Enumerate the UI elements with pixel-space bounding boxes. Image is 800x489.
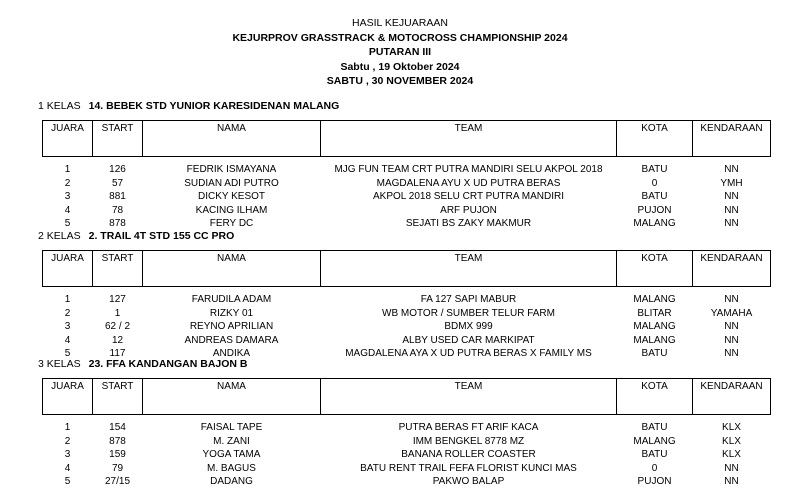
cell-team: MAGDALENA AYU X UD PUTRA BERAS [376,177,561,189]
cell-team: AKPOL 2018 SELU CRT PUTRA MANDIRI [373,191,564,203]
cell-start: 57 [111,177,124,189]
cell-team: ALBY USED CAR MARKIPAT [402,334,535,346]
results-table [42,120,771,231]
table-row [43,320,771,334]
table-row [43,177,771,191]
cell-juara: 5 [64,476,71,488]
cell-juara: 3 [64,449,71,461]
cell-kota: MALANG [633,294,676,306]
cell-juara: 4 [64,334,71,346]
cell-kendaraan: NN [724,462,739,474]
class-name: 23. FFA KANDANGAN BAJON B [88,358,248,370]
championship-title: KEJURPROV GRASSTRACK & MOTOCROSS CHAMPIONSHIP 2024 [232,31,568,44]
cell-kendaraan: KLX [722,449,741,461]
cell-kendaraan: KLX [722,422,741,434]
table-header-row [43,251,771,287]
cell-start: 154 [109,422,126,434]
cell-juara: 3 [64,321,71,333]
cell-nama: M. ZANI [213,435,250,447]
cell-juara: 1 [64,422,71,434]
cell-juara: 1 [64,294,71,306]
cell-team: PAKWO BALAP [432,476,505,488]
cell-kota: BATU [641,348,668,360]
col-nama: NAMA [143,379,321,415]
cell-nama: M. BAGUS [207,462,256,474]
cell-nama: RIZKY 01 [209,307,254,319]
col-start: START [93,251,143,287]
cell-kendaraan: NN [724,348,739,360]
col-kota: KOTA [617,121,693,157]
col-team: TEAM [321,251,617,287]
cell-team: BDMX 999 [444,321,493,333]
cell-nama: DADANG [210,476,253,488]
cell-kota: BATU [641,191,668,203]
cell-kota: MALANG [633,334,676,346]
date-line-1: Sabtu , 19 Oktober 2024 [340,60,460,73]
cell-team: FA 127 SAPI MABUR [420,294,517,306]
cell-nama: FAISAL TAPE [200,422,263,434]
cell-start: 12 [111,334,124,346]
class-name: 2. TRAIL 4T STD 155 CC PRO [88,230,235,242]
cell-kota: 0 [651,177,658,189]
cell-start: 878 [109,218,126,230]
class-prefix: 3 KELAS [38,358,81,370]
cell-juara: 4 [64,462,71,474]
table-row [43,204,771,218]
col-nama: NAMA [143,121,321,157]
col-juara: JUARA [43,379,93,415]
class-name: 14. BEBEK STD YUNIOR KARESIDENAN MALANG [88,100,340,112]
cell-nama: KACING ILHAM [195,204,268,216]
cell-team: BATU RENT TRAIL FEFA FLORIST KUNCI MAS [360,462,577,474]
col-kendaraan: KENDARAAN [693,251,771,287]
cell-kendaraan: NN [724,321,739,333]
cell-kendaraan: NN [724,204,739,216]
class-title [38,230,234,242]
table-row [43,190,771,204]
cell-team: MAGDALENA AYA X UD PUTRA BERAS X FAMILY MS [345,348,592,360]
cell-team: SEJATI BS ZAKY MAKMUR [405,218,532,230]
cell-juara: 5 [64,218,71,230]
col-team: TEAM [321,379,617,415]
cell-start: 117 [109,348,126,360]
table-row [43,421,771,435]
cell-start: 881 [109,191,126,203]
cell-kota: PUJON [637,204,672,216]
cell-kota: MALANG [633,321,676,333]
header-line-1: HASIL KEJUARAAN [352,17,448,29]
cell-start: 126 [109,164,126,176]
cell-nama: SUDIAN ADI PUTRO [184,177,279,189]
results-table [42,378,771,489]
cell-kota: BATU [641,449,668,461]
table-header-row [43,121,771,157]
cell-nama: YOGA TAMA [202,449,261,461]
table-row [43,163,771,177]
cell-kota: 0 [651,462,658,474]
cell-kota: PUJON [637,476,672,488]
table-row [43,462,771,476]
cell-team: MJG FUN TEAM CRT PUTRA MANDIRI SELU AKPOL 2018 [334,164,603,176]
cell-kendaraan: NN [724,476,739,488]
cell-team: BANANA ROLLER COASTER [401,449,536,461]
cell-nama: FERY DC [209,218,254,230]
table-row [43,475,771,489]
cell-kendaraan: NN [724,218,739,230]
table-row [43,435,771,449]
cell-start: 127 [109,294,126,306]
cell-kendaraan: YMH [720,177,743,189]
col-kendaraan: KENDARAAN [693,379,771,415]
cell-start: 1 [114,307,121,319]
table-header-row [43,379,771,415]
cell-start: 27/15 [104,476,131,488]
cell-nama: DICKY KESOT [197,191,266,203]
table-row [43,293,771,307]
col-kota: KOTA [617,379,693,415]
document-header [0,16,800,89]
cell-start: 159 [109,449,126,461]
cell-team: ARF PUJON [440,204,497,216]
cell-start: 78 [111,204,124,216]
cell-start: 878 [109,435,126,447]
cell-nama: ANDIKA [212,348,251,360]
class-prefix: 2 KELAS [38,230,81,242]
round-title: PUTARAN III [368,46,432,58]
cell-kendaraan: NN [724,164,739,176]
cell-juara: 2 [64,307,71,319]
cell-kota: BATU [641,164,668,176]
cell-kendaraan: YAMAHA [710,307,753,319]
cell-kendaraan: NN [724,191,739,203]
cell-start: 62 / 2 [104,321,131,333]
col-kendaraan: KENDARAAN [693,121,771,157]
col-juara: JUARA [43,121,93,157]
cell-juara: 3 [64,191,71,203]
class-title [38,358,248,370]
cell-start: 79 [111,462,124,474]
class-title [38,100,339,112]
cell-nama: ANDREAS DAMARA [184,334,279,346]
cell-nama: FARUDILA ADAM [191,294,272,306]
cell-team: PUTRA BERAS FT ARIF KACA [398,422,539,434]
cell-juara: 5 [64,348,71,360]
col-start: START [93,379,143,415]
cell-kendaraan: KLX [722,435,741,447]
cell-juara: 4 [64,204,71,216]
cell-nama: FEDRIK ISMAYANA [186,164,277,176]
cell-nama: REYNO APRILIAN [189,321,274,333]
cell-kota: MALANG [633,435,676,447]
cell-kota: BLITAR [637,307,672,319]
cell-juara: 2 [64,435,71,447]
cell-kendaraan: NN [724,334,739,346]
table-row [43,448,771,462]
table-row [43,307,771,321]
cell-kota: BATU [641,422,668,434]
cell-juara: 2 [64,177,71,189]
table-row [43,334,771,348]
cell-team: IMM BENGKEL 8778 MZ [412,435,525,447]
col-start: START [93,121,143,157]
col-juara: JUARA [43,251,93,287]
cell-juara: 1 [64,164,71,176]
cell-kendaraan: NN [724,294,739,306]
col-team: TEAM [321,121,617,157]
cell-team: WB MOTOR / SUMBER TELUR FARM [382,307,555,319]
results-table [42,250,771,361]
cell-kota: MALANG [633,218,676,230]
col-nama: NAMA [143,251,321,287]
class-prefix: 1 KELAS [38,100,81,112]
date-line-2: SABTU , 30 NOVEMBER 2024 [326,75,474,87]
col-kota: KOTA [617,251,693,287]
table-row [43,217,771,231]
